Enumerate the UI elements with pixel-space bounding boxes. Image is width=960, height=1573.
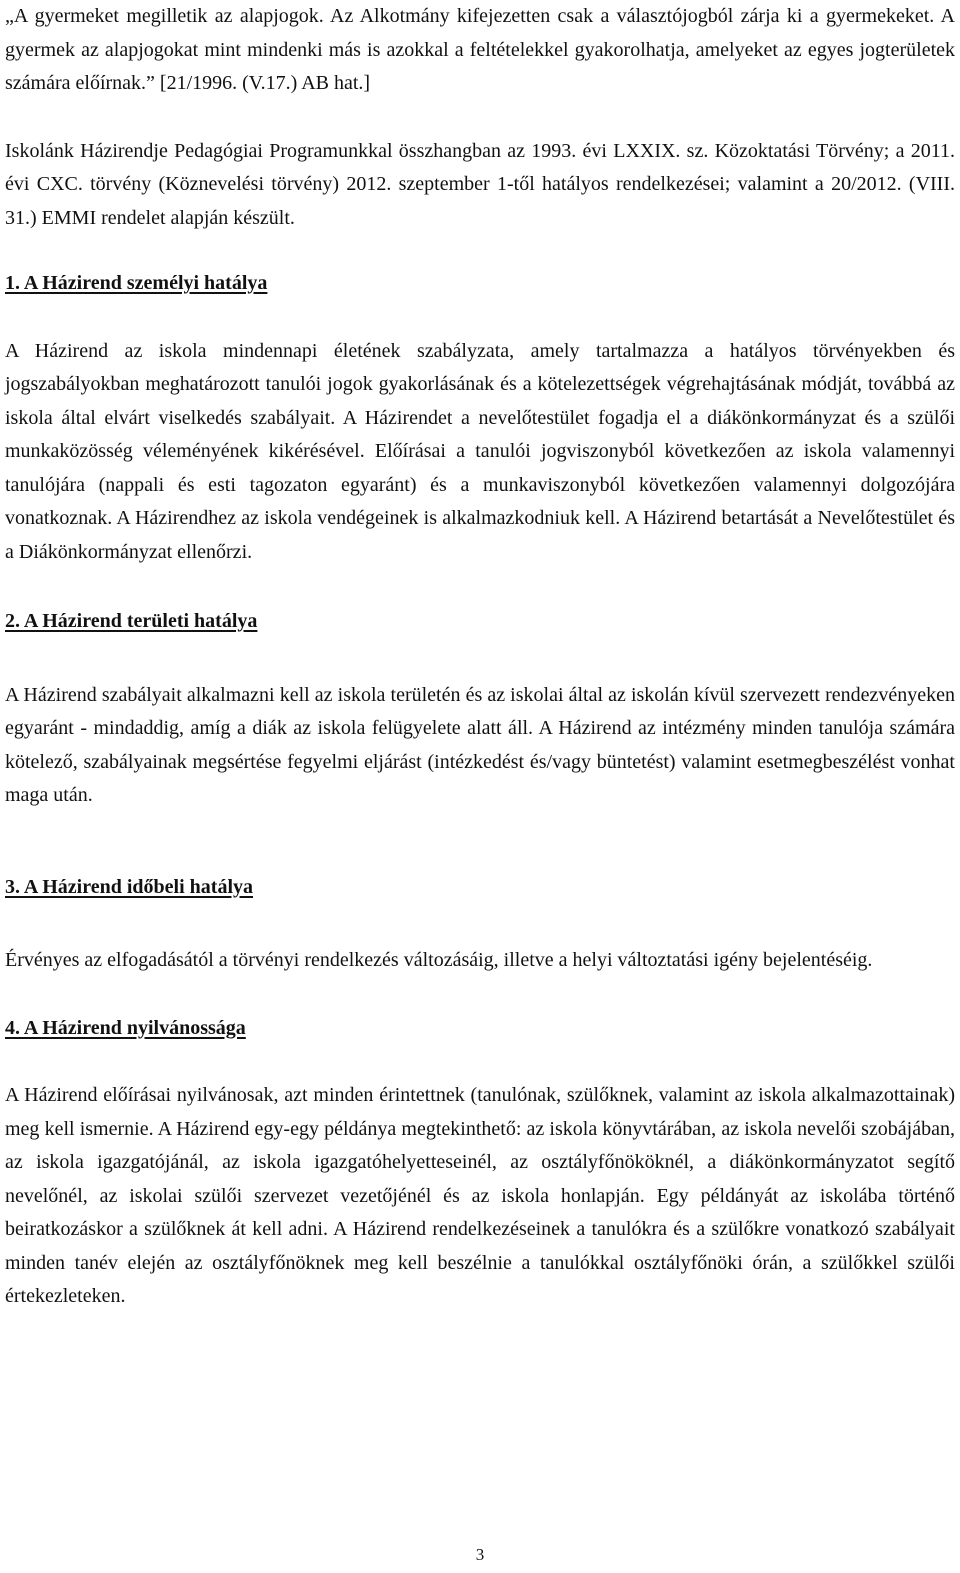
section-2-body: A Házirend szabályait alkalmazni kell az iskola területén és az iskolai által az iskolán kívül szervezett rendezvényeken egyaránt - mindaddig, amíg a diák az iskola felügyelete alatt áll. A Házirend az intézmény minden tanulója számára kötelező, szabályainak megsértése fegyelmi eljárást (intézkedést és/vagy büntetést) valamint esetmegbeszélést vonhat maga után. — [5, 683, 955, 806]
section-2-heading: 2. A Házirend területi hatálya — [5, 610, 258, 632]
section-3-heading: 3. A Házirend időbeli hatálya — [5, 875, 253, 898]
document-page — [5, 0, 955, 1564]
page-number: 3 — [475, 1545, 485, 1564]
section-1-heading: 1. A Házirend személyi hatálya — [5, 272, 268, 294]
quote-paragraph: „A gyermeket megilletik az alapjogok. Az Alkotmány kifejezetten csak a választójogból zárja ki a gyermekeket. A gyermek az alapjogokat mint mindenki más is azokkal a feltételekkel gyakorolhatja, amelyeket az egyes jogterületek számára előírnak.” [21/1996. (V.17.) AB hat.] — [5, 5, 955, 94]
section-4-heading: 4. A Házirend nyilvánossága — [5, 1016, 246, 1039]
section-3-body: Érvényes az elfogadásától a törvényi rendelkezés változásáig, illetve a helyi változtatási igény bejelentéséig. — [5, 949, 873, 971]
section-4-body: A Házirend előírásai nyilvánosak, azt minden érintettnek (tanulónak, szülőknek, valamint az iskola alkalmazottainak) meg kell ismernie. A Házirend egy-egy példánya megtekinthető: az iskola könyvtárában, az iskola nevelői szobájában, az iskola igazgatójánál, az iskola igazgatóhelyetteseinél, az osztályfőnököknél, a diákönkormányzatot segítő nevelőnél, az iskolai szülői szervezet vezetőjénél és az iskola honlapján. Egy példányát az iskolába történő beiratkozáskor a szülőknek át kell adni. A Házirend rendelkezéseinek a tanulókra és a szülőkre vonatkozó szabályait minden tanév elején az osztályfőnöknek meg kell beszélnie a tanulókkal osztályfőnöki órán, a szülőkkel szülői értekezleteken. — [5, 1084, 955, 1307]
section-1-body: A Házirend az iskola mindennapi életének szabályzata, amely tartalmazza a hatályos törvényekben és jogszabályokban meghatározott tanulói jogok gyakorlásának és a kötelezettségek végrehajtásának módját, továbbá az iskola által elvárt viselkedés szabályait. A Házirendet a nevelőtestület fogadja el a diákönkormányzat és a szülői munkaközösség véleményének kikérésével. Előírásai a tanulói jogviszonyból következően az iskola valamennyi tanulójára (nappali és esti tagozaton egyaránt) és a munkaviszonyból következően valamennyi dolgozójára vonatkoznak. A Házirendhez az iskola vendégeinek is alkalmazkodniuk kell. A Házirend betartását a Nevelőtestület és a Diákönkormányzat ellenőrzi. — [5, 339, 955, 563]
intro-paragraph: Iskolánk Házirendje Pedagógiai Programunkkal összhangban az 1993. évi LXXIX. sz. Közoktatási Törvény; a 2011. évi CXC. törvény (Köznevelési törvény) 2012. szeptember 1-től hatályos rendelkezései; valamint a 20/2012. (VIII. 31.) EMMI rendelet alapján készült. — [5, 139, 955, 229]
